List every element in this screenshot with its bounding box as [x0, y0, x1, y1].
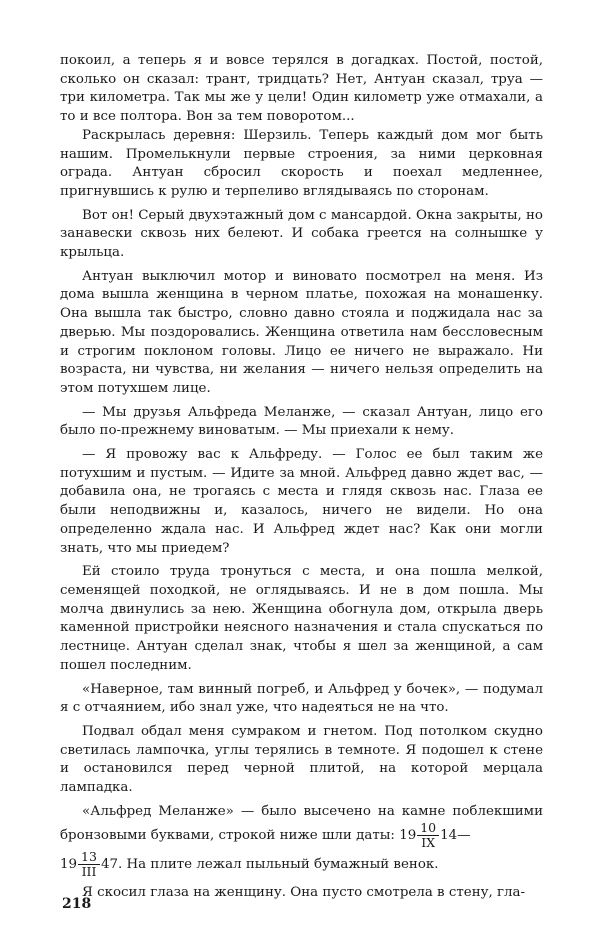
page-number: 218	[62, 896, 92, 912]
paragraph: Вот он! Серый двухэтажный дом с мансардой. Окна закрыты, но занавески сквозь них белеют. И собака греется на солнышке у крыльца.	[60, 207, 543, 261]
inscription-text: «Альфред Меланже» — было высечено на камне поблекшими бронзовыми буквами, строкой ниже шли даты:	[60, 803, 543, 844]
date-fraction	[417, 821, 439, 850]
paragraph: Ей стоило труда тронуться с места, и она пошла мелкой, семенящей походкой, не оглядываясь. И не в дом пошла. Мы молча двинулись за нею. Женщина обогнула дом, открыла дверь каменной пристройки неясного назначения и стала спускаться по лестнице. Антуан сделал знак, чтобы я шел за женщиной, а сам пошел последним.	[60, 564, 543, 673]
paragraph: Подвал обдал меня сумраком и гнетом. Под потолком скудно светилась лампочка, углы терялись в темноте. Я подошел к стене и остановился перед черной плитой, на которой мерцала лампадка.	[60, 723, 543, 796]
inscription-paragraph	[60, 803, 543, 851]
paragraph: «Наверное, там винный погреб, и Альфред у бочек», — подумал я с отчаянием, ибо знал уже, что надеяться не на что.	[60, 681, 543, 716]
month-roman: III	[81, 864, 97, 880]
paragraph: Антуан выключил мотор и виновато посмотрел на меня. Из дома вышла женщина в черном платье, похожая на монашенку. Она вышла так быстро, словно давно стояла и поджидала нас за дверью. Мы поздоровались. Женщина ответила нам бессловесным и строгим поклоном головы. Лицо ее ничего не выражало. Ни возраста, ни чувства, ни желания — ничего нельзя определить на этом потухшем лице.	[60, 268, 543, 396]
year-suffix: 14—	[440, 828, 471, 844]
day-number: 10	[417, 821, 439, 836]
date-fraction	[78, 850, 100, 879]
year-prefix: 19	[60, 857, 78, 873]
book-page-text	[60, 52, 543, 903]
day-number: 13	[78, 850, 100, 865]
first-date	[399, 820, 471, 851]
year-prefix: 19	[399, 828, 417, 844]
year-suffix-and-text: 47. На плите лежал пыльный бумажный венок.	[100, 857, 439, 873]
second-date-line	[60, 850, 543, 879]
paragraph: Я скосил глаза на женщину. Она пусто смотрела в стену, гла-	[82, 885, 526, 901]
paragraph: — Мы друзья Альфреда Меланже, — сказал Антуан, лицо его было по-прежнему виноватым. — Мы приехали к нему.	[60, 404, 543, 439]
paragraph: покоил, а теперь я и вовсе терялся в догадках. Постой, постой, сколько он сказал: трант, тридцать? Нет, Антуан сказал, труа — три километра. Так мы же у цели! Один километр уже отмахали, а то и все полтора. Вон за тем поворотом...	[60, 53, 543, 125]
paragraph: Раскрылась деревня: Шерзиль. Теперь каждый дом мог быть нашим. Промелькнули первые строения, за ними церковная ограда. Антуан сбросил скорость и поехал медленнее, пригнувшись к рулю и терпеливо вглядываясь по сторонам.	[60, 127, 543, 199]
paragraph: — Я провожу вас к Альфреду. — Голос ее был таким же потухшим и пустым. — Идите за мной. Альфред давно ждет вас, — добавила она, не трогаясь с места и глядя сквозь нас. Глаза ее были неподвижны и, казалось, ничего не видели. Но она определенно ждала нас. И Альфред ждет нас? Как они могли знать, что мы приедем?	[60, 447, 543, 556]
month-roman: IX	[421, 835, 436, 851]
